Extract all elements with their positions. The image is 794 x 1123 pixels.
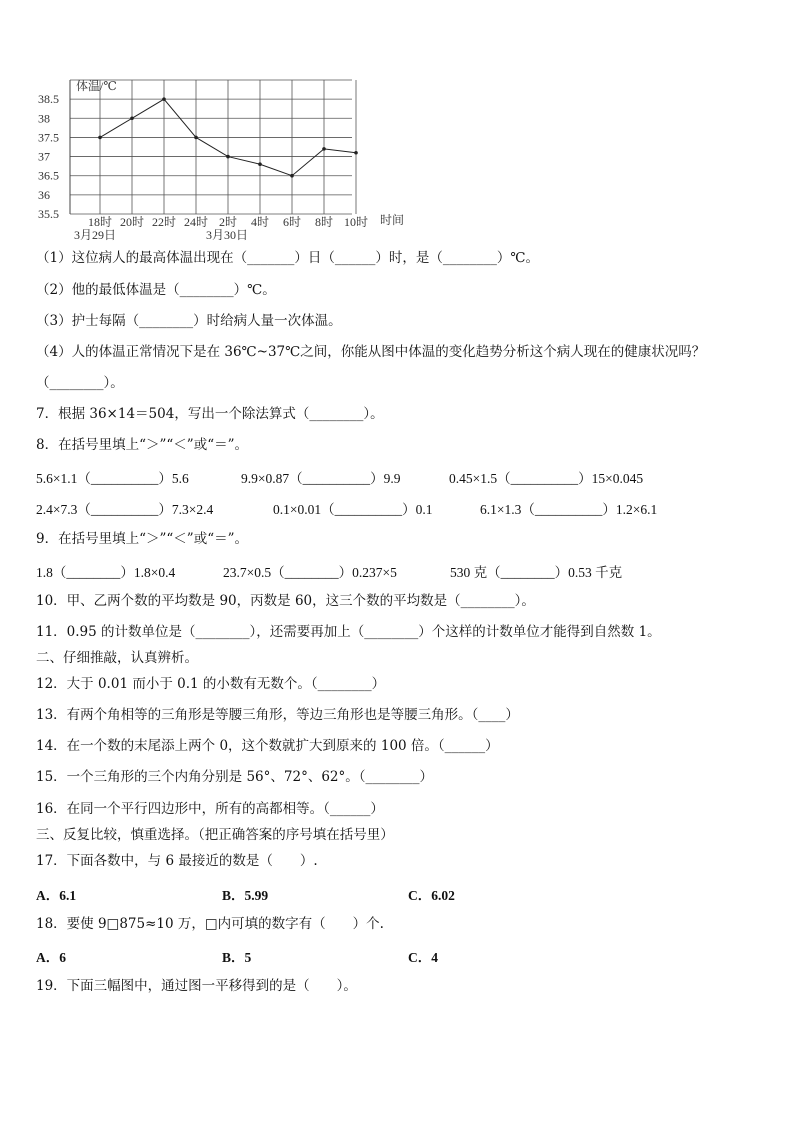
question-6-2: （2）他的最低体温是（________）℃。 — [36, 282, 276, 298]
question-19: 19．下面三幅图中，通过图一平移得到的是（ ）。 — [36, 978, 357, 994]
y-tick-label: 35.5 — [38, 207, 59, 221]
q18-option-b: B．5 — [222, 950, 252, 965]
x-tick-label: 6时 — [282, 215, 302, 229]
q9-item: 530 克（________）0.53 千克 — [450, 565, 623, 580]
data-point — [162, 97, 166, 101]
data-point — [290, 174, 294, 178]
q8-item: 2.4×7.3（__________）7.3×2.4 — [36, 502, 214, 517]
question-18: 18．要使 9□875≈10 万，□内可填的数字有（ ）个. — [36, 916, 384, 932]
question-12: 12．大于 0.01 而小于 0.1 的小数有无数个。（________） — [36, 676, 386, 692]
data-point — [258, 162, 262, 166]
y-axis-label: 体温/℃ — [76, 79, 117, 93]
y-tick-label: 37 — [38, 149, 50, 164]
x-tick-label: 20时 — [119, 215, 145, 229]
q9-item: 1.8（________）1.8×0.4 — [36, 565, 176, 580]
question-15: 15．一个三角形的三个内角分别是 56°、72°、62°。（________） — [36, 769, 434, 785]
q8-item: 0.45×1.5（__________）15×0.045 — [449, 471, 644, 486]
data-point — [98, 136, 102, 140]
temperature-line-chart — [30, 72, 420, 252]
question-6-4-answer: （________）。 — [36, 375, 124, 391]
question-6-1: （1）这位病人的最高体温出现在（_______）日（______）时，是（________）℃。 — [36, 250, 539, 266]
y-tick-label: 38.5 — [38, 92, 59, 107]
question-16: 16．在同一个平行四边形中，所有的高都相等。（______） — [36, 801, 384, 817]
data-point — [354, 151, 358, 155]
question-8: 8．在括号里填上“＞”“＜”或“＝”。 — [36, 437, 248, 453]
section-3-heading: 三、反复比较，慎重选择。（把正确答案的序号填在括号里） — [36, 827, 394, 843]
x-tick-label: 8时 — [314, 215, 334, 229]
question-6-4: （4）人的体温正常情况下是在 36℃~37℃之间，你能从图中体温的变化趋势分析这个病人现在的健康状况吗？ — [36, 344, 706, 360]
q8-item: 5.6×1.1（__________）5.6 — [36, 471, 189, 486]
q17-option-b: B．5.99 — [222, 888, 269, 903]
question-13: 13．有两个角相等的三角形是等腰三角形，等边三角形也是等腰三角形。（____） — [36, 707, 519, 723]
date-label-2: 3月30日 — [206, 228, 249, 242]
y-tick-label: 37.5 — [38, 130, 59, 145]
data-point — [226, 155, 230, 159]
date-label-1: 3月29日 — [74, 228, 117, 242]
question-9: 9．在括号里填上“＞”“＜”或“＝”。 — [36, 531, 248, 547]
q8-item: 0.1×0.01（__________）0.1 — [273, 502, 433, 517]
q17-option-a: A．6.1 — [36, 888, 77, 903]
data-point — [130, 116, 134, 120]
chart-grid — [70, 80, 356, 214]
data-point — [322, 147, 326, 151]
question-10: 10．甲、乙两个数的平均数是 90，丙数是 60，这三个数的平均数是（________）。 — [36, 593, 535, 609]
x-tick-label: 18时 — [87, 215, 113, 229]
data-point — [194, 136, 198, 140]
section-2-heading: 二、仔细推敲，认真辨析。 — [36, 650, 198, 666]
q8-item: 6.1×1.3（__________）1.2×6.1 — [480, 502, 658, 517]
question-17: 17．下面各数中，与 6 最接近的数是（ ）. — [36, 853, 318, 869]
y-tick-label: 38 — [38, 111, 50, 126]
q18-option-c: C．4 — [408, 950, 438, 965]
x-axis-label: 时间 — [380, 213, 405, 227]
question-7: 7．根据 36×14＝504，写出一个除法算式（________）。 — [36, 406, 384, 422]
x-tick-label: 10时 — [343, 215, 369, 229]
x-tick-labels — [88, 214, 368, 229]
question-14: 14．在一个数的末尾添上两个 0，这个数就扩大到原来的 100 倍。（______） — [36, 738, 499, 754]
y-tick-label: 36 — [38, 187, 50, 202]
q17-option-c: C．6.02 — [408, 888, 455, 903]
q9-item: 23.7×0.5（________）0.237×5 — [223, 565, 397, 580]
x-tick-label: 24时 — [183, 215, 209, 229]
question-11: 11．0.95 的计数单位是（________），还需要再加上（________）个这样的计数单位才能得到自然数 1。 — [36, 624, 661, 640]
x-tick-label: 2时 — [218, 215, 238, 229]
x-tick-label: 4时 — [250, 215, 270, 229]
q8-item: 9.9×0.87（__________）9.9 — [241, 471, 401, 486]
question-6-3: （3）护士每隔（________）时给病人量一次体温。 — [36, 313, 342, 329]
y-tick-label: 36.5 — [38, 168, 59, 183]
q18-option-a: A．6 — [36, 950, 66, 965]
x-tick-label: 22时 — [151, 215, 177, 229]
y-tick-labels — [38, 92, 59, 221]
